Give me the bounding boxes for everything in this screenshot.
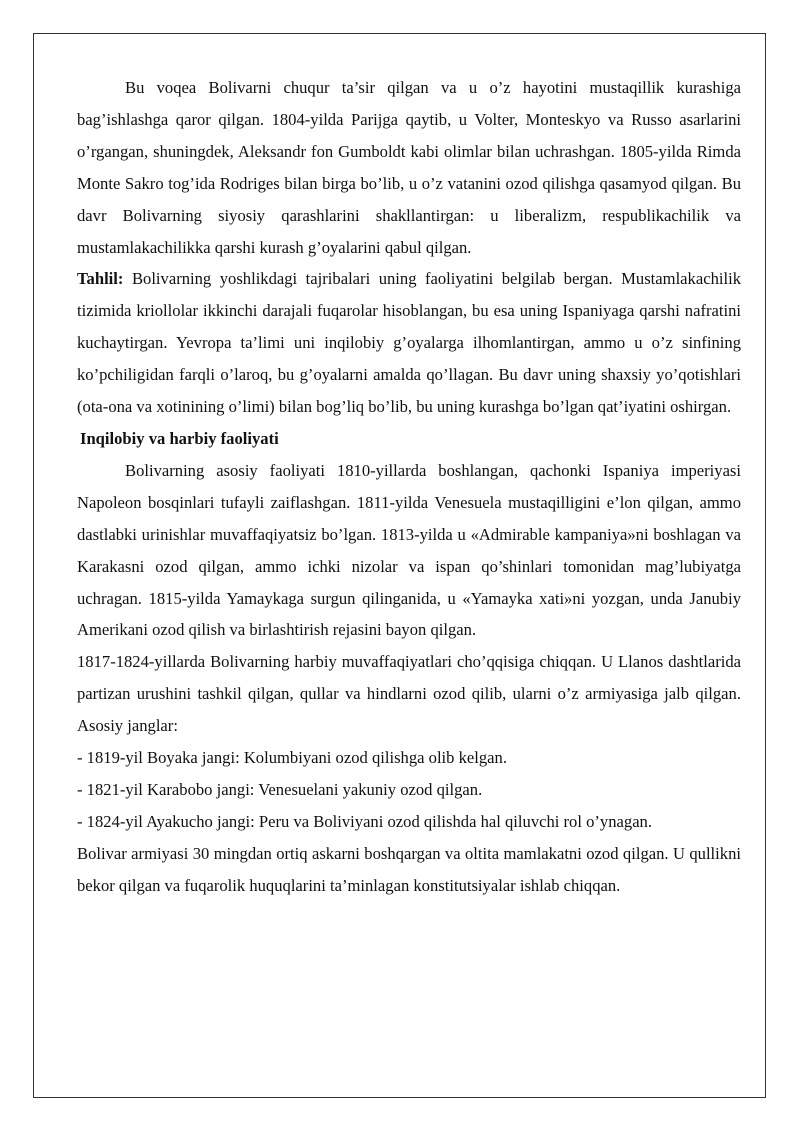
- analysis-label: Tahlil:: [77, 269, 124, 289]
- list-item-ayacucho: - 1824-yil Ayakucho jangi: Peru va Boliviyani ozod qilishda hal qiluvchi rol o’ynagan.: [77, 811, 653, 831]
- analysis-text: Bolivarning yoshlikdagi tajribalari uning faoliyatini belgilab bergan. Mustamlakachilik tizimida kriollolar ikkinchi darajali fuqarolar hisoblangan, bu esa uning Ispaniyaga qarshi nafratini kuchaytirgan. Yevropa ta’limi uni inqilobiy g’oyalarga ilhomlantirgan, ammo u o’z sinfining ko’pchiligidan farqli o’laroq, bu g’oyalarni amalda qo’llagan. Bu davr uning shaxsiy yo’qotishlari (ota-ona va xotinining o’limi) bilan bog’liq bo’lib, bu uning kurashga bo’lgan qat’iyatini oshirgan.: [77, 269, 741, 417]
- list-item-boyaca: - 1819-yil Boyaka jangi: Kolumbiyani ozod qilishga olib kelgan.: [77, 748, 507, 768]
- paragraph-military: 1817-1824-yillarda Bolivarning harbiy muvaffaqiyatlari cho’qqisiga chiqqan. U Llanos dashtlarida partizan urushini tashkil qilgan, qullar va hindlarni ozod qilib, ularni o’z armiyasiga jalb qilgan. Asosiy janglar:: [77, 652, 741, 736]
- document-body: [77, 72, 741, 902]
- section-heading: Inqilobiy va harbiy faoliyati: [80, 428, 279, 448]
- paragraph-influence: Bu voqea Bolivarni chuqur ta’sir qilgan va u o’z hayotini mustaqillik kurashiga bag’ishlashga qaror qilgan. 1804-yilda Parijga qaytib, u Volter, Monteskyo va Russo asarlarini o’rgangan, shuningdek, Aleksandr fon Gumboldt kabi olimlar bilan uchrashgan. 1805-yilda Rimda Monte Sakro tog’ida Rodriges bilan birga bo’lib, u o’z vatanini ozod qilishga qasamyod qilgan. Bu davr Bolivarning siyosiy qarashlarini shakllantirgan: u liberalizm, respublikachilik va mustamlakachilikka qarshi kurash g’oyalarini qabul qilgan.: [77, 78, 741, 257]
- paragraph-revolution: Bolivarning asosiy faoliyati 1810-yillarda boshlangan, qachonki Ispaniya imperiyasi Napoleon bosqinlari tufayli zaiflashgan. 1811-yilda Venesuela mustaqilligini e’lon qilgan, ammo dastlabki urinishlar muvaffaqiyatsiz bo’lgan. 1813-yilda u «Admirable kampaniya»ni boshlagan va Karakasni ozod qilgan, ammo ichki nizolar va ispan qo’shinlari tomonidan mag’lubiyatga uchragan. 1815-yilda Yamaykaga surgun qilinganida, u «Yamayka xati»ni yozgan, unda Janubiy Amerikani ozod qilish va birlashtirish rejasini bayon qilgan.: [77, 460, 741, 640]
- paragraph-analysis: [77, 263, 741, 423]
- list-item-carabobo: - 1821-yil Karabobo jangi: Venesuelani yakuniy ozod qilgan.: [77, 779, 483, 799]
- paragraph-army: Bolivar armiyasi 30 mingdan ortiq askarni boshqargan va oltita mamlakatni ozod qilgan. U qullikni bekor qilgan va fuqarolik huquqlarini ta’minlagan konstitutsiyalar ishlab chiqqan.: [77, 843, 741, 895]
